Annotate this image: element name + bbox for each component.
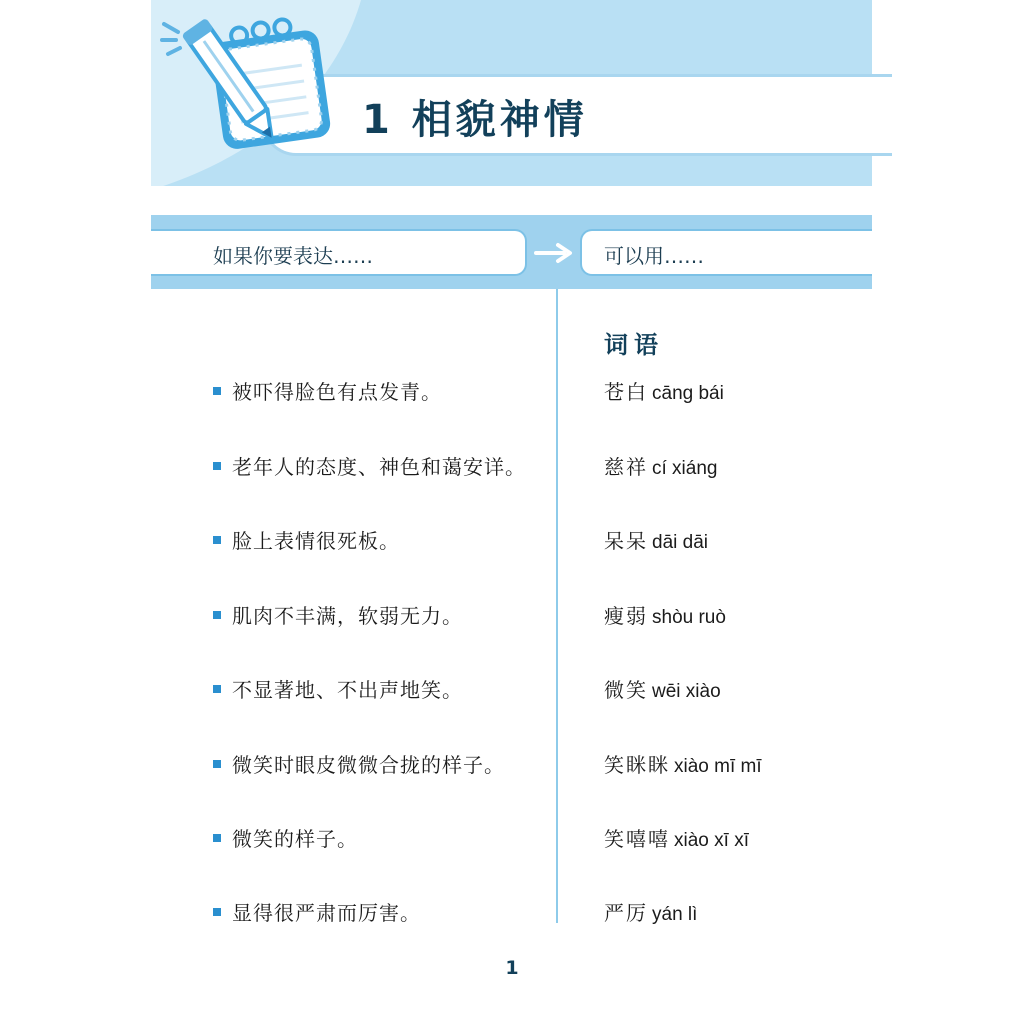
- word-pinyin: xiào mī mī: [674, 756, 762, 777]
- word-text: 慈祥: [604, 455, 648, 479]
- description-item: [213, 749, 505, 778]
- description-item: [213, 451, 526, 480]
- word-text: 苍白: [604, 380, 648, 404]
- description-text: 显得很严肃而厉害。: [232, 901, 421, 925]
- word-text: 严厉: [604, 901, 648, 925]
- description-text: 老年人的态度、神色和蔼安详。: [232, 455, 526, 479]
- word-text: 呆呆: [604, 529, 648, 553]
- word-entry: [604, 897, 697, 926]
- description-text: 被吓得脸色有点发青。: [232, 380, 442, 404]
- description-item: [213, 600, 463, 629]
- word-entry: [604, 376, 724, 405]
- description-item: [213, 823, 358, 852]
- word-text: 瘦弱: [604, 604, 648, 628]
- bullet-square-icon: [213, 908, 221, 916]
- description-text: 脸上表情很死板。: [232, 529, 400, 553]
- description-item: [213, 376, 442, 405]
- word-entry: [604, 749, 762, 778]
- bullet-square-icon: [213, 611, 221, 619]
- word-pinyin: yán lì: [652, 904, 698, 925]
- word-entry: [604, 823, 749, 852]
- word-pinyin: xiào xī xī: [674, 830, 749, 851]
- bullet-square-icon: [213, 760, 221, 768]
- word-pinyin: wēi xiào: [652, 681, 721, 702]
- left-column-heading: 如果你要表达……: [213, 244, 373, 268]
- word-pinyin: cí xiáng: [652, 458, 718, 479]
- bullet-square-icon: [213, 462, 221, 470]
- word-entry: [604, 451, 717, 480]
- word-entry: [604, 600, 726, 629]
- description-item: [213, 897, 421, 926]
- page-number: 1: [505, 957, 519, 979]
- description-text: 微笑的样子。: [232, 827, 358, 851]
- bullet-square-icon: [213, 387, 221, 395]
- description-item: [213, 674, 463, 703]
- chapter-title: 1 相貌神情: [362, 97, 588, 143]
- bullet-square-icon: [213, 685, 221, 693]
- word-pinyin: shòu ruò: [652, 607, 726, 628]
- notebook-pencil-icon: [158, 8, 333, 158]
- bullet-square-icon: [213, 536, 221, 544]
- word-text: 笑嘻嘻: [604, 827, 670, 851]
- word-text: 笑眯眯: [604, 753, 670, 777]
- arrow-right-icon: [534, 242, 574, 264]
- word-entry: [604, 674, 721, 703]
- description-item: [213, 525, 400, 554]
- right-column-heading: 可以用……: [604, 244, 704, 268]
- description-text: 肌肉不丰满，软弱无力。: [232, 604, 463, 628]
- words-subheading: 词语: [604, 331, 664, 359]
- word-pinyin: cāng bái: [652, 383, 724, 404]
- word-text: 微笑: [604, 678, 648, 702]
- bullet-square-icon: [213, 834, 221, 842]
- word-entry: [604, 525, 708, 554]
- description-text: 不显著地、不出声地笑。: [232, 678, 463, 702]
- column-divider: [556, 289, 558, 923]
- description-text: 微笑时眼皮微微合拢的样子。: [232, 753, 505, 777]
- word-pinyin: dāi dāi: [652, 532, 708, 553]
